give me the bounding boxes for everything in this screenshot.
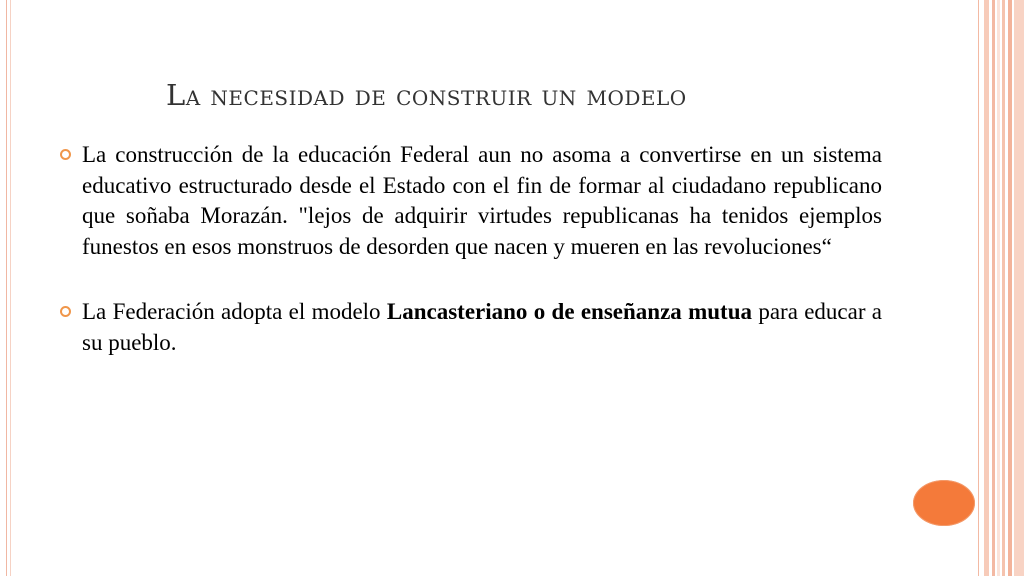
bullet-list <box>60 140 882 358</box>
bullet-item <box>60 297 882 358</box>
right-stripe <box>992 0 995 576</box>
bullet-text-start: La Federación adopta el modelo <box>82 299 387 324</box>
bullet-item <box>60 140 882 262</box>
left-frame-line-inner <box>10 0 11 576</box>
bullet-text-bold: Lancasteriano o de enseñanza mutua <box>386 299 753 324</box>
right-stripe <box>978 0 979 576</box>
right-stripe <box>997 0 1000 576</box>
bullet-text-end: para educar a su pueblo. <box>82 299 883 355</box>
bullet-text: La construcción de la educación Federal aun no asoma a convertirse en un sistema educativo estructurado desde el Estado con el fin de formar al ciudadano republicano que soñaba Morazán. "lejos de adquirir virtudes republicanas ha tenidos ejemplos funestos en esos monstruos de desorden que nacen y mueren en las revoluciones“ <box>82 142 882 259</box>
orange-circle-decoration <box>913 480 975 526</box>
bullet-ring-icon <box>60 149 71 160</box>
right-stripe <box>1002 0 1005 576</box>
left-frame-line <box>6 0 7 576</box>
right-stripe <box>1008 0 1012 576</box>
right-stripe <box>984 0 989 576</box>
bullet-ring-icon <box>60 306 71 317</box>
slide-title: La necesidad de construir un modelo <box>166 78 687 112</box>
right-stripe <box>1014 0 1024 576</box>
